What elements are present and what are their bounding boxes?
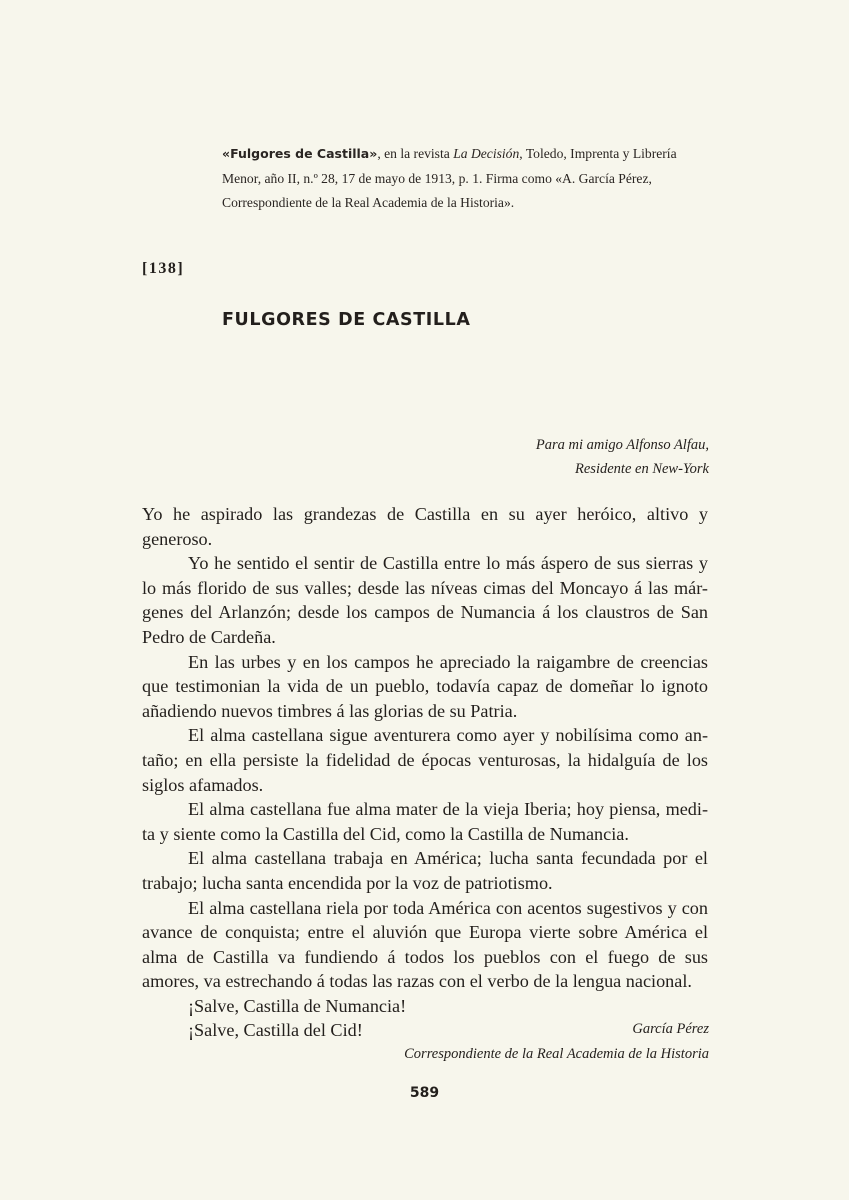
paragraph: El alma castellana fue alma mater de la vieja Iberia; hoy piensa, medi-ta y siente como la Castilla del Cid, como la Castilla de Numancia. <box>142 799 708 844</box>
paragraph: ¡Salve, Castilla de Numancia! <box>188 995 407 1016</box>
paragraph: El alma castellana sigue aventurera como ayer y nobilísima como an-taño; en ella persiste la fidelidad de épocas venturosas, la hidalguía de los siglos afamados. <box>142 725 708 795</box>
source-text-2: , Toledo, Imprenta y Librería Menor, año II, n.º 28, 17 de mayo de 1913, p. 1. Firma como «A. García Pérez, Correspondiente de la Real Academia de la Historia». <box>222 146 677 210</box>
paragraph: En las urbes y en los campos he apreciado la raigambre de creencias que testimonian la vida de un pueblo, todavía capaz de domeñar lo ignoto añadiendo nuevos timbres á las glorias de su Patria. <box>142 651 708 721</box>
paragraph: Yo he sentido el sentir de Castilla entre lo más áspero de sus sierras y lo más florido de sus valles; desde las níveas cimas del Moncayo á las már-genes del Arlanzón; desde los campos de Numancia á los claustros de San Pedro de Cardeña. <box>142 553 708 647</box>
signature <box>404 1017 709 1067</box>
article-body <box>142 502 708 1043</box>
source-text-1: , en la revista <box>377 146 454 161</box>
paragraph: ¡Salve, Castilla del Cid! <box>188 1020 363 1041</box>
article-title: FULGORES DE CASTILLA <box>222 310 471 330</box>
signature-name: García Pérez <box>632 1021 709 1037</box>
page-number: 589 <box>409 1085 440 1101</box>
paragraph: El alma castellana riela por toda América con acentos sugestivos y con avance de conquista; entre el aluvión que Europa vierte sobre América el alma de Castilla va fundiendo á todos los pueblos con el fuego de sus amores, va estrechando á todas las razas con el verbo de la lengua nacional. <box>142 897 708 992</box>
source-journal: La Decisión <box>453 146 520 161</box>
dedication-line-1: Para mi amigo Alfonso Alfau, <box>535 437 709 453</box>
signature-role: Correspondiente de la Real Academia de la Historia <box>404 1046 709 1062</box>
paragraph: Yo he aspirado las grandezas de Castilla en su ayer heróico, altivo y generoso. <box>142 504 708 549</box>
paragraph: El alma castellana trabaja en América; lucha santa fecundada por el trabajo; lucha santa encendida por la voz de patriotismo. <box>142 848 708 893</box>
dedication <box>536 433 709 481</box>
source-title: «Fulgores de Castilla» <box>222 146 378 161</box>
entry-number: [138] <box>142 260 185 277</box>
dedication-line-2: Residente en New-York <box>575 461 709 477</box>
source-note <box>222 142 702 216</box>
